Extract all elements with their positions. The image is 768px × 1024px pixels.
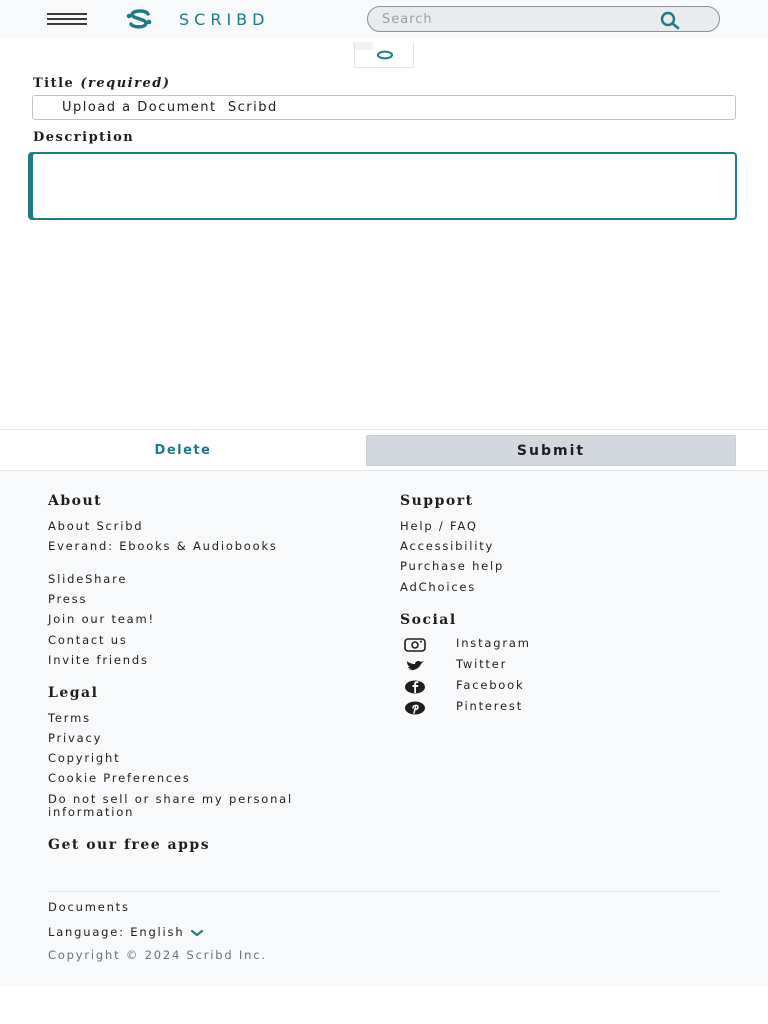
- footer-link-about-scribd[interactable]: About Scribd: [48, 519, 144, 533]
- search-input[interactable]: [382, 10, 642, 28]
- footer-divider: [48, 891, 720, 892]
- form-action-bar: [0, 429, 768, 471]
- scribd-logo[interactable]: [120, 8, 269, 30]
- footer-link-help-faq[interactable]: Help / FAQ: [400, 519, 478, 533]
- search-box[interactable]: [367, 6, 720, 32]
- footer-link-terms[interactable]: Terms: [48, 711, 91, 725]
- submit-button[interactable]: Submit: [366, 435, 736, 466]
- delete-button[interactable]: Delete: [0, 430, 366, 471]
- document-thumbnail[interactable]: [354, 42, 414, 68]
- description-textarea[interactable]: [31, 152, 737, 220]
- instagram-icon: [404, 638, 426, 652]
- title-input[interactable]: [32, 95, 736, 120]
- thumbnail-corner: [355, 42, 373, 50]
- social-heading: Social: [400, 612, 457, 628]
- required-marker: (required): [80, 76, 171, 91]
- footer-link-cookie-preferences[interactable]: Cookie Preferences: [48, 771, 191, 785]
- hamburger-menu-icon[interactable]: [47, 13, 87, 25]
- legal-heading: Legal: [48, 685, 99, 701]
- footer-link-instagram[interactable]: Instagram: [456, 636, 531, 650]
- footer-link-pinterest[interactable]: Pinterest: [456, 699, 524, 713]
- footer-link-documents[interactable]: Documents: [48, 900, 130, 914]
- footer-link-join-team[interactable]: Join our team!: [48, 612, 155, 626]
- language-selector[interactable]: [48, 926, 204, 939]
- document-preview-icon: [375, 50, 395, 60]
- footer-link-press[interactable]: Press: [48, 592, 88, 606]
- language-label: Language: English: [48, 925, 185, 939]
- footer-link-invite-friends[interactable]: Invite friends: [48, 653, 149, 667]
- footer-link-contact-us[interactable]: Contact us: [48, 633, 128, 647]
- footer-link-purchase-help[interactable]: Purchase help: [400, 559, 505, 573]
- pinterest-icon: [404, 701, 426, 715]
- logo-text: SCRIBD: [179, 9, 270, 29]
- scribd-logo-icon: [120, 9, 158, 29]
- footer-link-accessibility[interactable]: Accessibility: [400, 539, 495, 553]
- about-heading: About: [48, 493, 103, 509]
- search-icon[interactable]: [652, 10, 688, 30]
- footer-link-do-not-sell[interactable]: Do not sell or share my personal information: [48, 792, 294, 819]
- free-apps-heading: Get our free apps: [48, 837, 211, 853]
- top-header: [0, 0, 768, 38]
- footer-link-everand[interactable]: Everand: Ebooks & Audiobooks: [48, 539, 278, 553]
- footer-link-facebook[interactable]: Facebook: [456, 678, 525, 692]
- footer-link-adchoices[interactable]: AdChoices: [400, 580, 477, 594]
- footer-link-twitter[interactable]: Twitter: [456, 657, 508, 671]
- site-footer: [0, 471, 768, 987]
- copyright-text: Copyright © 2024 Scribd Inc.: [48, 948, 267, 962]
- title-label: Title (required): [33, 76, 171, 91]
- footer-link-copyright[interactable]: Copyright: [48, 751, 121, 765]
- description-label: Description: [33, 130, 135, 145]
- support-heading: Support: [400, 493, 474, 509]
- facebook-icon: [404, 680, 426, 694]
- footer-link-privacy[interactable]: Privacy: [48, 731, 103, 745]
- twitter-icon: [404, 659, 426, 673]
- chevron-down-icon: [190, 929, 204, 937]
- footer-link-slideshare[interactable]: SlideShare: [48, 572, 128, 586]
